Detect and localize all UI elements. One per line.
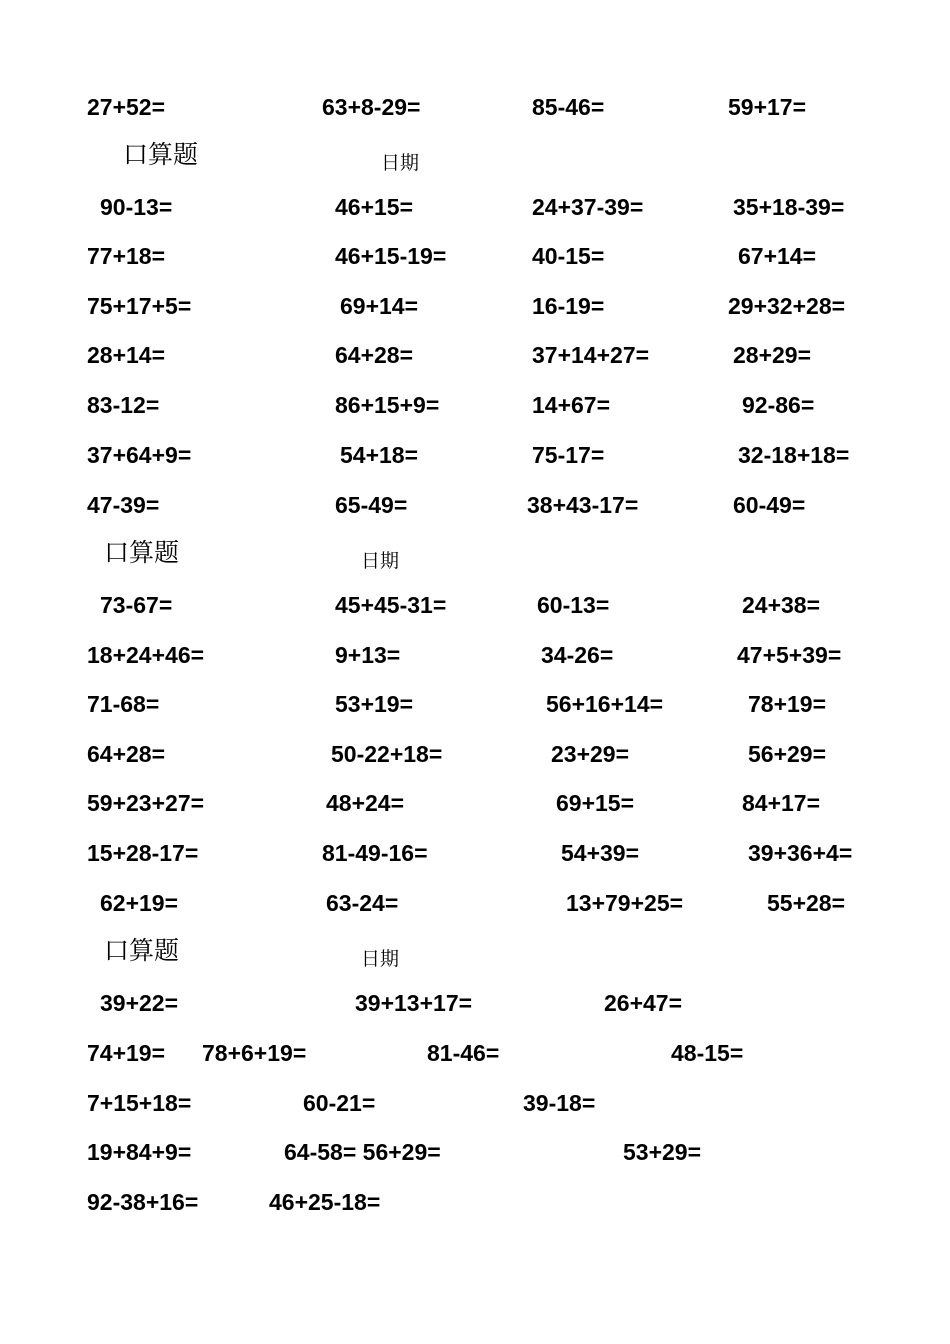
math-problem: 78+6+19= — [202, 1040, 307, 1066]
math-problem: 38+43-17= — [527, 492, 639, 518]
math-problem: 71-68= — [87, 691, 160, 717]
math-problem: 35+18-39= — [733, 194, 845, 220]
math-problem: 53+29= — [623, 1139, 702, 1165]
math-problem: 28+14= — [87, 342, 166, 368]
math-problem: 81-46= — [427, 1040, 500, 1066]
math-problem: 81-49-16= — [322, 840, 428, 866]
math-problem: 63-24= — [326, 890, 399, 916]
math-problem: 37+64+9= — [87, 442, 192, 468]
math-problem: 56+16+14= — [546, 691, 664, 717]
math-problem: 24+37-39= — [532, 194, 644, 220]
math-problem: 59+23+27= — [87, 790, 205, 816]
math-problem: 75-17= — [532, 442, 605, 468]
math-problem: 59+17= — [728, 94, 807, 120]
math-problem: 53+19= — [335, 691, 414, 717]
math-problem: 29+32+28= — [728, 293, 846, 319]
math-problem: 54+18= — [340, 442, 419, 468]
math-problem: 78+19= — [748, 691, 827, 717]
math-problem: 65-49= — [335, 492, 408, 518]
date-label: 日期 — [361, 948, 400, 970]
date-label: 日期 — [381, 152, 420, 174]
math-problem: 39-18= — [523, 1090, 596, 1116]
math-problem: 37+14+27= — [532, 342, 650, 368]
math-problem: 69+14= — [340, 293, 419, 319]
math-problem: 63+8-29= — [322, 94, 421, 120]
math-problem: 92-86= — [742, 392, 815, 418]
math-problem: 13+79+25= — [566, 890, 684, 916]
math-problem: 69+15= — [556, 790, 635, 816]
math-problem: 86+15+9= — [335, 392, 440, 418]
math-problem: 60-49= — [733, 492, 806, 518]
math-problem: 67+14= — [738, 243, 817, 269]
math-problem: 83-12= — [87, 392, 160, 418]
math-problem: 23+29= — [551, 741, 630, 767]
math-problem: 92-38+16= — [87, 1189, 199, 1215]
math-problem: 55+28= — [767, 890, 846, 916]
math-problem: 64+28= — [87, 741, 166, 767]
math-problem: 48+24= — [326, 790, 405, 816]
math-problem: 16-19= — [532, 293, 605, 319]
math-problem: 90-13= — [100, 194, 173, 220]
math-problem: 77+18= — [87, 243, 166, 269]
math-problem: 73-67= — [100, 592, 173, 618]
math-problem: 34-26= — [541, 642, 614, 668]
math-problem: 19+84+9= — [87, 1139, 192, 1165]
math-problem: 26+47= — [604, 990, 683, 1016]
math-problem: 50-22+18= — [331, 741, 443, 767]
math-problem: 85-46= — [532, 94, 605, 120]
math-problem: 48-15= — [671, 1040, 744, 1066]
math-problem: 32-18+18= — [738, 442, 850, 468]
math-problem: 39+36+4= — [748, 840, 853, 866]
math-problem: 46+15-19= — [335, 243, 447, 269]
math-problem: 47-39= — [87, 492, 160, 518]
section-heading: 口算题 — [104, 936, 180, 965]
math-problem: 7+15+18= — [87, 1090, 192, 1116]
math-problem: 46+25-18= — [269, 1189, 381, 1215]
math-problem: 64+28= — [335, 342, 414, 368]
math-problem: 27+52= — [87, 94, 166, 120]
date-label: 日期 — [361, 550, 400, 572]
section-heading: 口算题 — [123, 140, 199, 169]
math-problem: 47+5+39= — [737, 642, 842, 668]
math-problem: 75+17+5= — [87, 293, 192, 319]
section-heading: 口算题 — [104, 538, 180, 567]
math-problem: 18+24+46= — [87, 642, 205, 668]
math-problem: 62+19= — [100, 890, 179, 916]
math-problem: 46+15= — [335, 194, 414, 220]
math-problem: 9+13= — [335, 642, 401, 668]
math-problem: 84+17= — [742, 790, 821, 816]
math-problem: 15+28-17= — [87, 840, 199, 866]
math-problem: 40-15= — [532, 243, 605, 269]
math-problem: 39+13+17= — [355, 990, 473, 1016]
math-problem: 54+39= — [561, 840, 640, 866]
math-problem: 56+29= — [748, 741, 827, 767]
math-problem: 60-13= — [537, 592, 610, 618]
math-problem: 74+19= — [87, 1040, 166, 1066]
math-problem: 24+38= — [742, 592, 821, 618]
math-problem: 14+67= — [532, 392, 611, 418]
math-problem: 60-21= — [303, 1090, 376, 1116]
math-problem: 64-58= 56+29= — [284, 1139, 441, 1165]
math-problem: 45+45-31= — [335, 592, 447, 618]
math-problem: 28+29= — [733, 342, 812, 368]
math-problem: 39+22= — [100, 990, 179, 1016]
